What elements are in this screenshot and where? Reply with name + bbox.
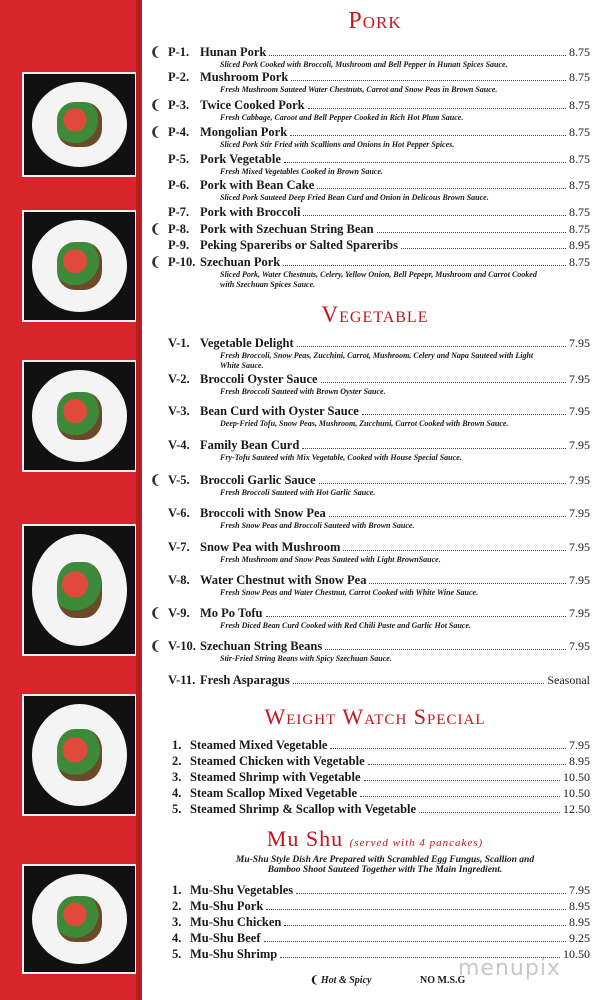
item-name: Bean Curd with Oyster Sauce [200, 404, 359, 418]
item-code: P-7. [168, 205, 190, 219]
leader-dots [364, 780, 561, 781]
menu-item [172, 770, 590, 785]
menu-item [150, 638, 590, 664]
dish-photo [22, 864, 137, 974]
menu-item [150, 673, 590, 688]
item-code: 2. [172, 754, 182, 768]
leader-dots [269, 55, 566, 56]
item-code: V-2. [168, 372, 190, 386]
menu-item [150, 404, 590, 429]
item-code: V-4. [168, 438, 190, 452]
menu-item [150, 97, 590, 123]
item-code: P-10. [168, 255, 196, 269]
menu-item [150, 372, 590, 397]
item-name: Mu-Shu Pork [190, 899, 264, 913]
mushu-title: Mu Shu [266, 826, 344, 851]
item-price: 8.75 [569, 222, 590, 236]
item-description: Fresh Mushroom and Snow Peas Sauteed with Light BrownSauce. [220, 555, 441, 564]
item-price: 8.75 [569, 98, 590, 112]
item-price: 8.75 [569, 178, 590, 192]
leader-dots [266, 616, 566, 617]
leader-dots [329, 516, 566, 517]
item-description: Sliced Pork, Water Chestnuts, Celery, Yellow Onion, Bell Pepepr, Mushroom and Carrot Cooked with Szechuan Spices Sauce. [220, 270, 537, 289]
menu-item [172, 915, 590, 930]
item-price: Seasonal [547, 673, 590, 687]
menu-item [172, 786, 590, 801]
section-title-vegetable: Vegetable [321, 302, 429, 327]
dish-photo [22, 524, 137, 656]
leader-dots [321, 382, 566, 383]
item-name: Steamed Chicken with Vegetable [190, 754, 365, 768]
item-code: 3. [172, 915, 182, 929]
item-price: 7.95 [569, 404, 590, 418]
menu-content [150, 0, 600, 1000]
leader-dots [266, 909, 566, 910]
item-code: V-1. [168, 336, 190, 350]
section-title-mushu [150, 826, 600, 852]
leader-dots [308, 108, 566, 109]
item-price: 7.95 [569, 372, 590, 386]
item-price: 7.95 [569, 573, 590, 587]
menu-item [150, 221, 590, 237]
item-name: Steamed Mixed Vegetable [190, 738, 328, 752]
item-description: Deep-Fried Tofu, Snow Peas, Mushroom, Zucchuni, Carrot Cooked with Brown Sauce. [220, 419, 509, 428]
item-name: Broccoli with Snow Pea [200, 506, 326, 520]
item-name: Mushroom Pork [200, 70, 289, 84]
item-code: 5. [172, 802, 182, 816]
spicy-pepper-icon: ❨ [150, 473, 161, 487]
item-code: V-7. [168, 540, 190, 554]
menu-item [172, 899, 590, 914]
item-code: 4. [172, 931, 182, 945]
item-code: V-9. [168, 606, 190, 620]
item-price: 7.95 [569, 639, 590, 653]
item-price: 8.75 [569, 152, 590, 166]
item-name: Mu-Shu Vegetables [190, 883, 294, 897]
menu-item [150, 124, 590, 150]
menu-item [150, 472, 590, 498]
item-code: V-5. [168, 473, 190, 487]
mushu-note: Mu-Shu Style Dish Are Prepared with Scrambled Egg Fungus, Scallion and Bamboo Shoot Sauteed Together with The Main Ingredient. [235, 855, 535, 875]
item-description: Fresh Cabbage, Caroot and Bell Pepper Cooked in Rich Hot Plum Sauce. [220, 113, 464, 122]
item-name: Szechuan String Beans [200, 639, 323, 653]
menu-item [150, 178, 590, 203]
item-description: Sliced Pork Sauteed Deep Fried Bean Curd and Onion in Delicous Brown Sauce. [220, 193, 489, 202]
item-price: 8.75 [569, 45, 590, 59]
item-price: 8.75 [569, 70, 590, 84]
item-description: Fresh Mixed Vegetables Cooked in Brown Sauce. [220, 167, 383, 176]
menu-item [150, 70, 590, 95]
menu-item [150, 254, 590, 290]
dish-photo [22, 210, 137, 322]
dish-photo [22, 72, 137, 177]
item-name: Fresh Asparagus [200, 673, 290, 687]
leader-dots [293, 683, 545, 684]
item-price: 7.95 [569, 738, 590, 752]
leader-dots [297, 346, 566, 347]
item-name: Vegetable Delight [200, 336, 294, 350]
spicy-pepper-icon: ❨ [150, 222, 161, 236]
item-code: 1. [172, 738, 182, 752]
item-price: 7.95 [569, 606, 590, 620]
item-price: 10.50 [563, 770, 590, 784]
item-price: 8.95 [569, 238, 590, 252]
item-name: Szechuan Pork [200, 255, 281, 269]
leader-dots [264, 941, 567, 942]
item-name: Pork Vegetable [200, 152, 281, 166]
item-description: Sliced Pork Cooked with Broccoli, Mushroom and Bell Pepper in Hunan Spices Sauce. [220, 60, 508, 69]
item-price: 7.95 [569, 336, 590, 350]
item-name: Pork with Broccoli [200, 205, 301, 219]
item-code: V-3. [168, 404, 190, 418]
item-price: 8.75 [569, 205, 590, 219]
item-description: Fresh Diced Bean Curd Cooked with Red Chili Paste and Garlic Hot Sauce. [220, 621, 471, 630]
leader-dots [303, 215, 566, 216]
spicy-pepper-icon: ❨ [310, 975, 319, 986]
item-price: 7.95 [569, 473, 590, 487]
menu-item [150, 336, 590, 371]
item-name: Mo Po Tofu [200, 606, 263, 620]
leader-dots [401, 248, 566, 249]
leader-dots [302, 448, 566, 449]
item-code: V-8. [168, 573, 190, 587]
watermark: menupix [458, 956, 561, 981]
menu-item [150, 438, 590, 463]
item-name: Mongolian Pork [200, 125, 288, 139]
leader-dots [319, 483, 566, 484]
item-code: P-4. [168, 125, 190, 139]
menu-item [150, 44, 590, 70]
item-description: Fresh Mushroom Sauteed Water Chestnuts, Carrot and Snow Peas in Brown Sauce. [220, 85, 498, 94]
item-code: P-1. [168, 45, 190, 59]
leader-dots [368, 764, 566, 765]
dish-photo [22, 360, 137, 472]
leader-dots [317, 188, 566, 189]
item-price: 10.50 [563, 947, 590, 961]
leader-dots [290, 135, 566, 136]
leader-dots [369, 583, 566, 584]
item-price: 7.95 [569, 540, 590, 554]
item-code: 5. [172, 947, 182, 961]
menu-item [150, 540, 590, 565]
menu-item [172, 738, 590, 753]
item-description: Fresh Snow Peas and Water Chestnut, Carrot Cooked with White Wine Sauce. [220, 588, 479, 597]
spicy-pepper-icon: ❨ [150, 255, 161, 269]
leader-dots [325, 649, 566, 650]
item-name: Family Bean Curd [200, 438, 300, 452]
item-price: 9.25 [569, 931, 590, 945]
item-code: P-6. [168, 178, 190, 192]
leader-dots [291, 80, 566, 81]
menu-item [150, 205, 590, 220]
item-name: Steamed Shrimp with Vegetable [190, 770, 361, 784]
section-title-pork: Pork [348, 8, 402, 34]
leader-dots [330, 748, 566, 749]
legend-no-msg: NO M.S.G [420, 975, 466, 986]
item-code: P-9. [168, 238, 190, 252]
menu-item [150, 238, 590, 253]
menu-item [150, 605, 590, 631]
mushu-subtitle: (served with 4 pancakes) [349, 837, 484, 849]
item-code: 3. [172, 770, 182, 784]
item-name: Twice Cooked Pork [200, 98, 305, 112]
item-code: P-8. [168, 222, 190, 236]
menu-item [150, 573, 590, 598]
item-name: Steamed Shrimp & Scallop with Vegetable [190, 802, 417, 816]
item-name: Broccoli Oyster Sauce [200, 372, 318, 386]
menu-item [150, 506, 590, 531]
item-price: 10.50 [563, 786, 590, 800]
legend-spicy-label: Hot & Spicy [320, 975, 372, 986]
item-name: Peking Spareribs or Salted Spareribs [200, 238, 398, 252]
leader-dots [283, 265, 566, 266]
item-price: 8.95 [569, 754, 590, 768]
item-code: 2. [172, 899, 182, 913]
spicy-pepper-icon: ❨ [150, 639, 161, 653]
item-code: 4. [172, 786, 182, 800]
leader-dots [360, 796, 560, 797]
dish-photo [22, 694, 137, 816]
item-code: 1. [172, 883, 182, 897]
leader-dots [362, 414, 566, 415]
item-name: Mu-Shu Beef [190, 931, 261, 945]
legend-spicy [310, 975, 371, 986]
item-name: Pork with Bean Cake [200, 178, 315, 192]
red-side-strip [0, 0, 142, 1000]
item-name: Broccoli Garlic Sauce [200, 473, 316, 487]
item-name: Mu-Shu Chicken [190, 915, 282, 929]
item-code: P-3. [168, 98, 190, 112]
item-code: V-10. [168, 639, 196, 653]
item-name: Hunan Pork [200, 45, 267, 59]
menu-item [150, 152, 590, 177]
item-description: Fresh Broccoli, Snow Peas, Zucchini, Carrot, Mushroom, Celery and Napa Sauteed with Light White Sauce. [220, 351, 534, 370]
item-price: 8.95 [569, 899, 590, 913]
item-price: 7.95 [569, 883, 590, 897]
menu-item [172, 754, 590, 769]
item-name: Pork with Szechuan String Bean [200, 222, 374, 236]
menu-item [172, 802, 590, 817]
spicy-pepper-icon: ❨ [150, 606, 161, 620]
item-price: 8.95 [569, 915, 590, 929]
item-name: Snow Pea with Mushroom [200, 540, 341, 554]
spicy-pepper-icon: ❨ [150, 45, 161, 59]
item-price: 12.50 [563, 802, 590, 816]
item-code: V-11. [168, 673, 196, 687]
spicy-pepper-icon: ❨ [150, 125, 161, 139]
item-name: Steam Scallop Mixed Vegetable [190, 786, 358, 800]
spicy-pepper-icon: ❨ [150, 98, 161, 112]
item-description: Fresh Broccoli Sauteed with Brown Oyster Sauce. [220, 387, 386, 396]
leader-dots [284, 162, 566, 163]
item-name: Mu-Shu Shrimp [190, 947, 278, 961]
leader-dots [296, 893, 566, 894]
item-name: Water Chestnut with Snow Pea [200, 573, 367, 587]
item-description: Stir-Fried String Beans with Spicy Szechuan Sauce. [220, 654, 392, 663]
item-description: Fresh Broccoli Sauteed with Hot Garlic Sauce. [220, 488, 376, 497]
menu-item [172, 883, 590, 898]
item-code: P-2. [168, 70, 190, 84]
leader-dots [419, 812, 560, 813]
item-price: 8.75 [569, 125, 590, 139]
item-code: V-6. [168, 506, 190, 520]
item-price: 7.95 [569, 438, 590, 452]
item-price: 8.75 [569, 255, 590, 269]
item-description: Fresh Snow Peas and Broccoli Sauteed with Brown Sauce. [220, 521, 415, 530]
section-title-weight-watch: Weight Watch Special [264, 704, 486, 729]
item-description: Sliced Pork Stir Fried with Scallions and Onions in Hot Pepper Spices. [220, 140, 455, 149]
item-description: Fry-Tofu Sauteed with Mix Vegetable, Cooked with House Special Sauce. [220, 453, 462, 462]
item-code: P-5. [168, 152, 190, 166]
leader-dots [284, 925, 566, 926]
menu-item [172, 931, 590, 946]
leader-dots [377, 232, 566, 233]
leader-dots [343, 550, 566, 551]
item-price: 7.95 [569, 506, 590, 520]
